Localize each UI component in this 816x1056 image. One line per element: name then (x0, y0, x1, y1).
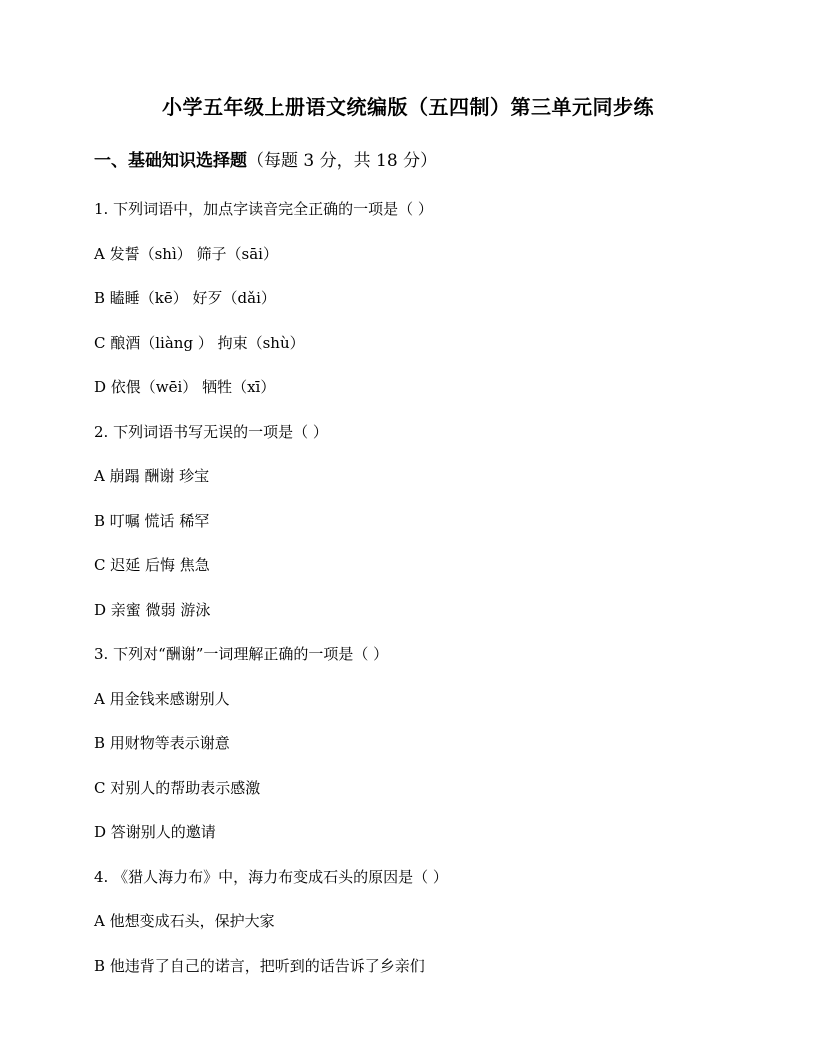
question-1-option-c: C 酿酒（liàng ） 拘束（shù） (94, 333, 305, 352)
question-2-option-b: B 叮嘱 慌话 稀罕 (94, 511, 210, 530)
question-2-option-c: C 迟延 后悔 焦急 (94, 556, 210, 574)
question-3-option-a: A 用金钱来感谢别人 (94, 689, 230, 708)
section-heading-note: （每题 3 分，共 18 分） (247, 151, 438, 171)
question-3-stem: 3. 下列对“酬谢”一词理解正确的一项是（ ） (94, 645, 389, 663)
question-4-option-b: B 他违背了自己的诺言，把听到的话告诉了乡亲们 (94, 956, 425, 975)
question-1-option-b: B 瞌睡（kē） 好歹（dǎi） (94, 289, 276, 307)
question-4-option-a: A 他想变成石头，保护大家 (94, 912, 275, 930)
question-4-stem: 4. 《猎人海力布》中，海力布变成石头的原因是（ ） (94, 867, 448, 886)
question-1-option-a: A 发誓（shì） 筛子（sāi） (94, 244, 278, 263)
question-3-option-b: B 用财物等表示谢意 (94, 734, 230, 752)
question-3-option-c: C 对别人的帮助表示感激 (94, 778, 261, 797)
question-1-stem: 1. 下列词语中，加点字读音完全正确的一项是（ ） (94, 200, 433, 218)
question-3-option-d: D 答谢别人的邀请 (94, 823, 216, 841)
section-heading-title: 一、基础知识选择题 (94, 151, 247, 171)
document-title: 小学五年级上册语文统编版（五四制）第三单元同步练 (162, 95, 654, 119)
question-2-option-a: A 崩蹋 酬谢 珍宝 (94, 467, 210, 485)
question-list (94, 196, 734, 997)
question-1-option-d: D 依偎（wēi） 牺牲（xī） (94, 378, 276, 396)
question-2-stem: 2. 下列词语书写无误的一项是（ ） (94, 422, 328, 441)
question-2-option-d: D 亲蜜 微弱 游泳 (94, 600, 211, 619)
section-heading (94, 148, 437, 174)
